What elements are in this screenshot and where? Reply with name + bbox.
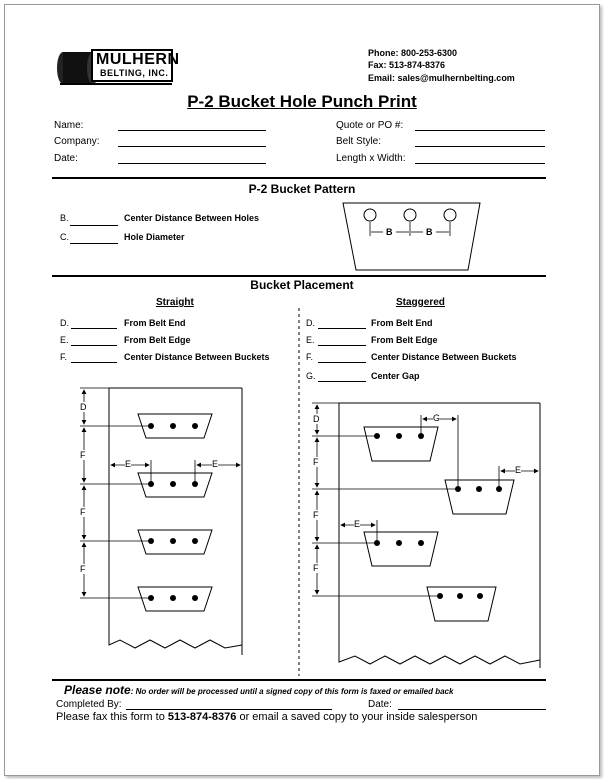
staggered-d-letter: D.: [306, 318, 315, 328]
staggered-e-letter: E.: [306, 335, 315, 345]
completed-by-label: Completed By:: [56, 699, 122, 710]
company-label: Company:: [54, 136, 100, 147]
page-title: P-2 Bucket Hole Punch Print: [187, 92, 417, 111]
dim-f-label: F: [80, 450, 86, 460]
straight-f-letter: F.: [60, 352, 68, 362]
straight-d-letter: D.: [60, 318, 69, 328]
straight-e-letter: E.: [60, 335, 69, 345]
fax-instructions-end: or email a saved copy to your inside salesperson: [236, 711, 478, 723]
email-text: Email: sales@mulhernbelting.com: [368, 73, 515, 83]
dim-e-label: E: [354, 519, 361, 529]
pattern-c-label: Hole Diameter: [124, 232, 185, 242]
staggered-e-label: From Belt Edge: [371, 335, 438, 345]
dim-d-label: D: [313, 414, 320, 424]
straight-f-label: Center Distance Between Buckets: [124, 352, 270, 362]
completed-by-field[interactable]: [126, 709, 332, 710]
footer-date-label: Date:: [368, 699, 392, 710]
logo-name: MULHERN: [96, 51, 180, 68]
quote-label: Quote or PO #:: [336, 120, 404, 131]
straight-e-label: From Belt Edge: [124, 335, 191, 345]
phone-text: Phone: 800-253-6300: [368, 48, 458, 58]
pattern-b-letter: B.: [60, 213, 69, 223]
dim-f-label: F: [80, 507, 86, 517]
staggered-g-letter: G.: [306, 371, 316, 381]
placement-heading: Bucket Placement: [250, 278, 354, 292]
note-text: : No order will be processed until a signed copy of this form is faxed or emailed back: [130, 687, 454, 696]
straight-heading: Straight: [156, 297, 194, 308]
dim-f-label: F: [80, 564, 86, 574]
pattern-b-label: Center Distance Between Holes: [124, 213, 260, 223]
fax-instructions: [56, 711, 477, 723]
staggered-f-letter: F.: [306, 352, 314, 362]
name-label: Name:: [54, 120, 84, 131]
dim-b-label: B: [426, 227, 433, 237]
note-line: [64, 681, 453, 699]
dim-e-label: E: [212, 459, 219, 469]
pattern-c-letter: C.: [60, 232, 69, 242]
fax-text: Fax: 513-874-8376: [368, 60, 446, 70]
staggered-g-label: Center Gap: [371, 371, 420, 381]
pattern-heading: P-2 Bucket Pattern: [248, 182, 356, 196]
note-label: Please note: [64, 683, 131, 697]
date-label: Date:: [54, 153, 78, 164]
staggered-d-label: From Belt End: [371, 318, 433, 328]
dim-e-label: E: [125, 459, 132, 469]
length-width-label: Length x Width:: [336, 153, 406, 164]
dim-f-label: F: [313, 510, 319, 520]
dim-d-label: D: [80, 402, 87, 412]
dim-g-label: G: [433, 413, 441, 423]
staggered-f-label: Center Distance Between Buckets: [371, 352, 517, 362]
dim-e-label: E: [515, 465, 522, 475]
footer-date-field[interactable]: [398, 709, 546, 710]
fax-number: 513-874-8376: [167, 711, 237, 723]
staggered-heading: Staggered: [396, 297, 445, 308]
logo-subname: BELTING, INC.: [100, 68, 169, 78]
straight-d-label: From Belt End: [124, 318, 186, 328]
dim-b-label: B: [386, 227, 393, 237]
fax-instructions-text: Please fax this form to: [56, 711, 168, 723]
belt-style-label: Belt Style:: [336, 136, 382, 147]
dim-f-label: F: [313, 563, 319, 573]
dim-f-label: F: [313, 457, 319, 467]
